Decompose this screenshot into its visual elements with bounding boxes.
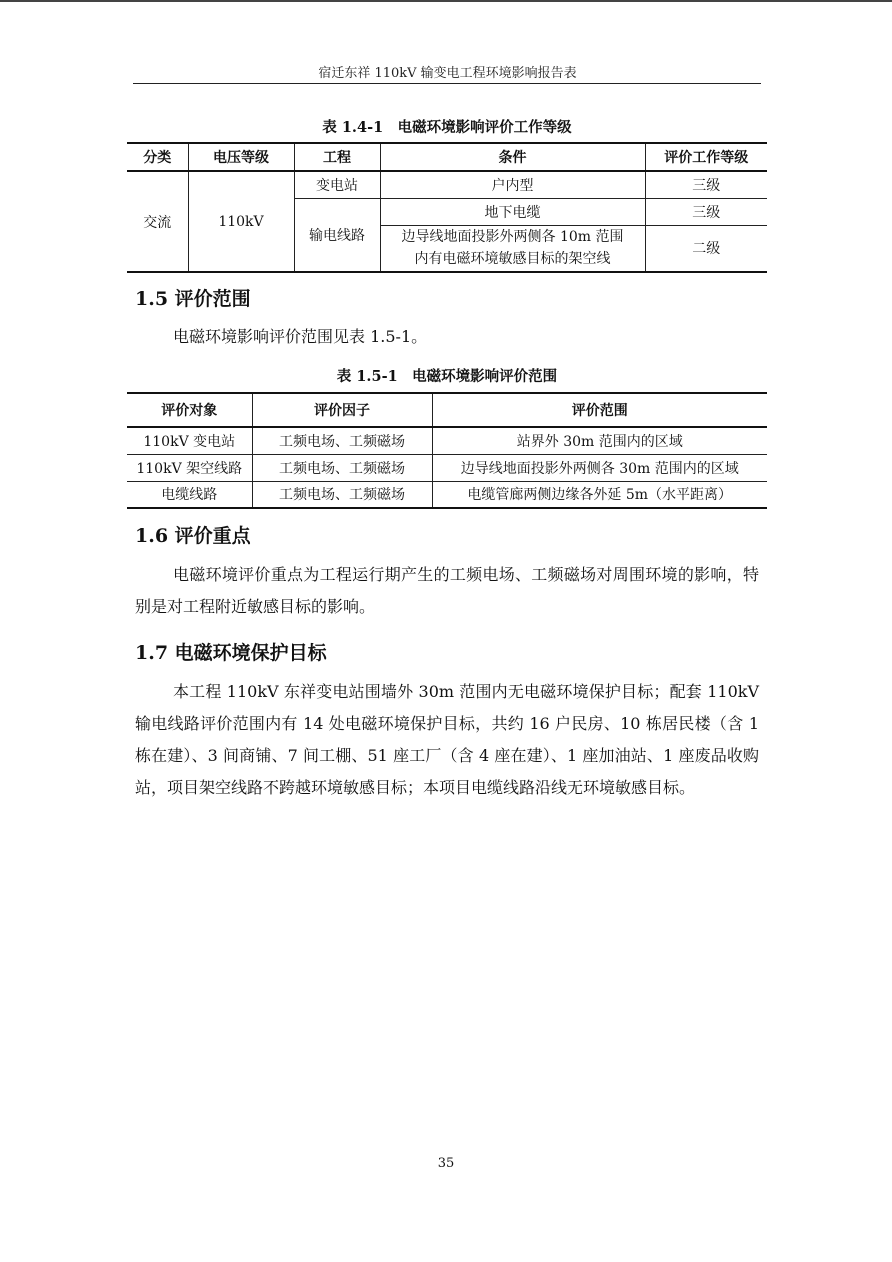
section-1-6-text: 电磁环境评价重点为工程运行期产生的工频电场、工频磁场对周围环境的影响，特别是对工程附近敏感目标的影响。 bbox=[135, 565, 759, 616]
section-1-7-title: 1.7 电磁环境保护目标 bbox=[135, 642, 327, 664]
table2-header-range: 评价范围 bbox=[432, 393, 767, 427]
section-1-5-text: 电磁环境影响评价范围见表 1.5-1。 bbox=[173, 327, 428, 346]
page-top-border bbox=[0, 0, 892, 2]
table-row bbox=[127, 171, 767, 198]
table2-object: 110kV 架空线路 bbox=[127, 454, 252, 481]
table-row bbox=[127, 427, 767, 454]
table2-object: 电缆线路 bbox=[127, 481, 252, 508]
table1-header-category: 分类 bbox=[127, 143, 188, 171]
table2-header-object: 评价对象 bbox=[127, 393, 252, 427]
table1-cond-overhead bbox=[380, 225, 645, 272]
table2-factor: 工频电场、工频磁场 bbox=[252, 454, 432, 481]
table-em-assessment-range bbox=[127, 392, 767, 509]
table2-range: 站界外 30m 范围内的区域 bbox=[432, 427, 767, 454]
table1-caption: 表 1.4-1 电磁环境影响评价工作等级 bbox=[322, 119, 572, 136]
table1-project-substation: 变电站 bbox=[294, 171, 380, 198]
section-1-5-title: 1.5 评价范围 bbox=[135, 288, 251, 310]
table1-header-row bbox=[127, 143, 767, 171]
table-row bbox=[127, 454, 767, 481]
table1-grade-overhead: 二级 bbox=[645, 225, 767, 272]
page-number: 35 bbox=[437, 1156, 455, 1171]
table1-header-condition: 条件 bbox=[380, 143, 645, 171]
table1-header-voltage: 电压等级 bbox=[188, 143, 294, 171]
section-1-7-text: 本工程 110kV 东祥变电站围墙外 30m 范围内无电磁环境保护目标；配套 110kV 输电线路评价范围内有 14 处电磁环境保护目标，共约 16 户民房、10 栋居民楼（含 1 栋在建）、3 间商铺、7 间工棚、51 座工厂（含 4 座在建）、1 座加油站、1 座废品收购站，项目架空线路不跨越环境敏感目标；本项目电缆线路沿线无环境敏感目标。 bbox=[135, 682, 759, 797]
table-row bbox=[127, 481, 767, 508]
table2-object: 110kV 变电站 bbox=[127, 427, 252, 454]
section-1-6-title: 1.6 评价重点 bbox=[135, 525, 251, 547]
running-header: 宿迁东祥 110kV 输变电工程环境影响报告表 bbox=[318, 66, 577, 81]
table1-header-grade: 评价工作等级 bbox=[645, 143, 767, 171]
table1-voltage-cell: 110kV bbox=[188, 171, 294, 272]
table2-range: 电缆管廊两侧边缘各外延 5m（水平距离） bbox=[432, 481, 767, 508]
table2-factor: 工频电场、工频磁场 bbox=[252, 427, 432, 454]
table1-header-project: 工程 bbox=[294, 143, 380, 171]
table1-cond-cable: 地下电缆 bbox=[380, 198, 645, 225]
table-em-assessment-grade bbox=[127, 142, 767, 273]
table1-category-cell: 交流 bbox=[127, 171, 188, 272]
table1-cond-overhead-line1: 边导线地面投影外两侧各 10m 范围 bbox=[401, 229, 624, 246]
table1-grade-indoor: 三级 bbox=[645, 171, 767, 198]
table2-header-row bbox=[127, 393, 767, 427]
table1-cond-indoor: 户内型 bbox=[380, 171, 645, 198]
table2-caption: 表 1.5-1 电磁环境影响评价范围 bbox=[336, 368, 558, 385]
table1-project-line: 输电线路 bbox=[294, 198, 380, 272]
table2-factor: 工频电场、工频磁场 bbox=[252, 481, 432, 508]
table2-header-factor: 评价因子 bbox=[252, 393, 432, 427]
table2-range: 边导线地面投影外两侧各 30m 范围内的区域 bbox=[432, 454, 767, 481]
table1-grade-cable: 三级 bbox=[645, 198, 767, 225]
table1-cond-overhead-line2: 内有电磁环境敏感目标的架空线 bbox=[414, 251, 611, 268]
header-rule bbox=[133, 83, 761, 84]
